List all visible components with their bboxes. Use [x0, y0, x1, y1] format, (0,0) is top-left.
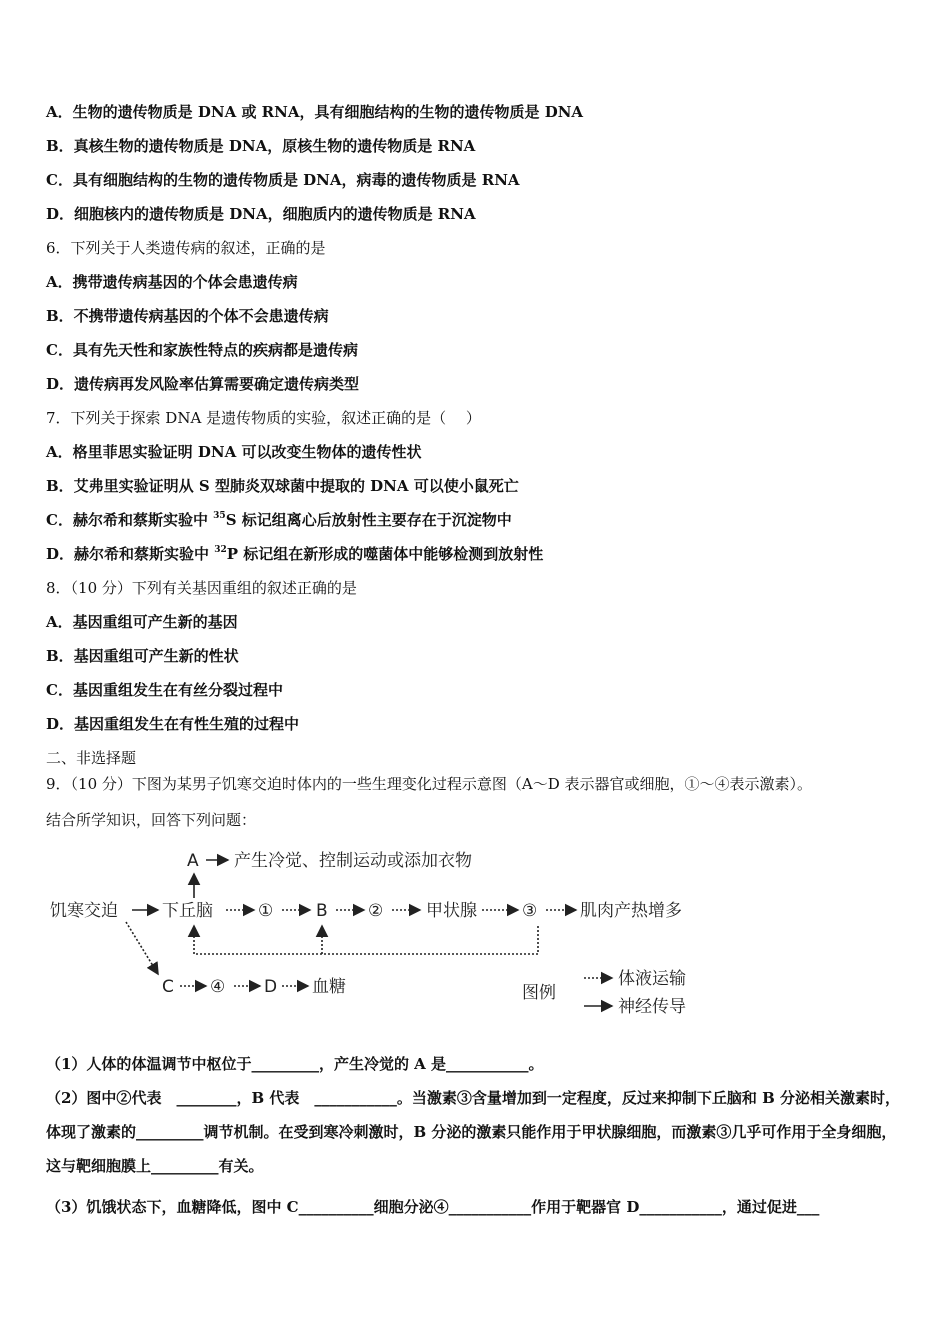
q5-option-d: D．细胞核内的遗传物质是 DNA，细胞质内的遗传物质是 RNA: [46, 205, 476, 223]
q9-stem: 9．（10 分）下图为某男子饥寒交迫时体内的一些生理变化过程示意图（A～D 表示器官或细胞，①～④表示激素）。: [46, 775, 813, 793]
q8-option-c: C．基因重组发生在有丝分裂过程中: [46, 681, 283, 699]
node-a-outcome: 产生冷觉、控制运动或添加衣物: [234, 851, 472, 871]
q7-d-post: P 标记组在新形成的噬菌体中能够检测到放射性: [226, 545, 544, 563]
q7-stem: 7．下列关于探索 DNA 是遗传物质的实验，叙述正确的是（ ）: [46, 409, 481, 427]
q9-stem-2: 结合所学知识，回答下列问题：: [46, 811, 257, 829]
q9-part-2: （2）图中②代表 ________，B 代表 ___________。当激素③含量增加到一定程度，反过来抑制下丘脑和 B 分泌相关激素时，体现了激素的_________调节机制。在受到寒冷刺激时，B 分泌的激素只能作用于甲状腺细胞，而激素③几乎可作用于全身细胞，这与靶细胞膜上_________有关。: [46, 1089, 900, 1175]
q6-option-a: A．携带遗传病基因的个体会患遗传病: [46, 273, 298, 291]
q7-c-pre: C．赫尔希和蔡斯实验中: [46, 511, 214, 529]
arrow-start-to-c: [126, 922, 158, 974]
node-hormone-4: ④: [210, 977, 226, 997]
q5-option-a: A．生物的遗传物质是 DNA 或 RNA，具有细胞结构的生物的遗传物质是 DNA: [46, 103, 584, 121]
node-hypothalamus: 下丘脑: [162, 901, 213, 921]
node-c: C: [162, 977, 174, 997]
node-muscle: 肌肉产热增多: [580, 901, 682, 921]
node-a: A: [187, 851, 199, 871]
node-blood-sugar: 血糖: [312, 977, 346, 997]
q7-option-b: B．艾弗里实验证明从 S 型肺炎双球菌中提取的 DNA 可以使小鼠死亡: [46, 477, 519, 495]
q7-option-a: A．格里菲思实验证明 DNA 可以改变生物体的遗传性状: [46, 443, 422, 461]
q7-c-isotope: 35: [213, 511, 226, 521]
hormone-regulation-diagram: [46, 842, 706, 1027]
q6-option-c: C．具有先天性和家族性特点的疾病都是遗传病: [46, 341, 358, 359]
q7-d-pre: D．赫尔希和蔡斯实验中: [46, 545, 215, 563]
legend-title: 图例: [522, 983, 556, 1003]
q9-part-3: （3）饥饿状态下，血糖降低，图中 C__________细胞分泌④___________作用于靶器官 D___________，通过促进___: [46, 1198, 820, 1216]
q7-d-isotope: 32: [214, 545, 227, 555]
q7-c-post: S 标记组离心后放射性主要存在于沉淀物中: [225, 511, 512, 529]
q6-stem: 6．下列关于人类遗传病的叙述，正确的是: [46, 239, 326, 257]
node-hormone-3: ③: [522, 901, 538, 921]
q6-option-b: B．不携带遗传病基因的个体不会患遗传病: [46, 307, 329, 325]
q8-option-a: A．基因重组可产生新的基因: [46, 613, 238, 631]
feedback-to-hypothalamus: [194, 926, 538, 954]
q9-part-1: （1）人体的体温调节中枢位于_________，产生冷觉的 A 是___________。: [46, 1055, 544, 1073]
q8-option-b: B．基因重组可产生新的性状: [46, 647, 239, 665]
q6-option-d: D．遗传病再发风险率估算需要确定遗传病类型: [46, 375, 360, 393]
q7-option-c: [46, 510, 512, 530]
legend-fluid-label: 体液运输: [618, 969, 686, 989]
node-d: D: [264, 977, 278, 997]
q5-option-b: B．真核生物的遗传物质是 DNA，原核生物的遗传物质是 RNA: [46, 137, 476, 155]
node-thyroid: 甲状腺: [426, 901, 477, 921]
q7-option-d: [46, 544, 543, 564]
q8-option-d: D．基因重组发生在有性生殖的过程中: [46, 715, 300, 733]
legend-nerve-label: 神经传导: [618, 997, 686, 1017]
node-b: B: [316, 901, 328, 921]
node-start: 饥寒交迫: [50, 901, 118, 921]
node-hormone-2: ②: [368, 901, 384, 921]
section-title: 二、非选择题: [46, 749, 137, 767]
q5-option-c: C．具有细胞结构的生物的遗传物质是 DNA，病毒的遗传物质是 RNA: [46, 171, 520, 189]
node-hormone-1: ①: [258, 901, 274, 921]
q8-stem: 8．（10 分）下列有关基因重组的叙述正确的是: [46, 579, 357, 597]
